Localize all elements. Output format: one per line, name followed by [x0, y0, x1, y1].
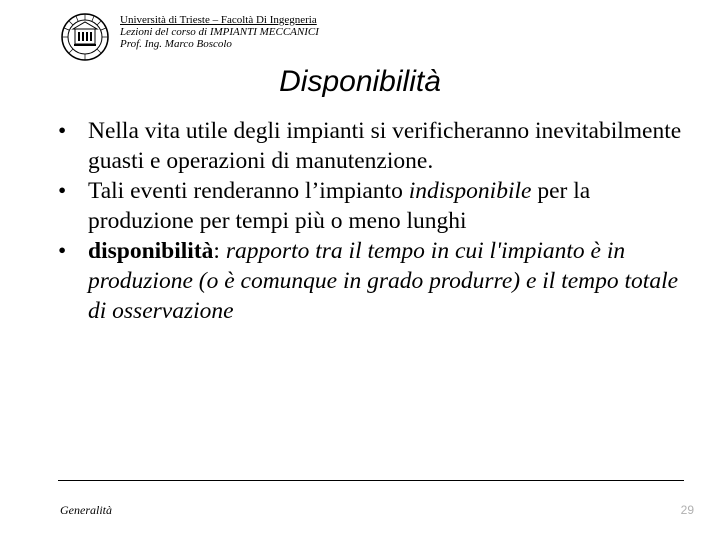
- university-name: Università di Trieste – Facoltà Di Ingegneria: [120, 14, 317, 26]
- university-seal-icon: [60, 12, 110, 62]
- bullet-text: Tali eventi renderanno l’impianto: [88, 178, 409, 204]
- bullet-marker: •: [58, 238, 67, 264]
- course-name: Lezioni del corso di IMPIANTI MECCANICI: [120, 26, 319, 38]
- footer-divider: [58, 480, 684, 481]
- bullet-emphasis: indisponibile: [408, 178, 532, 204]
- slide-title: Disponibilità: [279, 65, 441, 98]
- bullet-list: [58, 116, 698, 326]
- bullet-item: [58, 176, 698, 236]
- bullet-text: Nella vita utile degli impianti si verificheranno inevitabilmente guasti e operazioni di manutenzione.: [88, 118, 682, 174]
- slide-header: [120, 14, 319, 50]
- bullet-text: per la produzione per tempi più o meno lunghi: [88, 178, 591, 234]
- definition-term: disponibilità: [88, 238, 214, 264]
- professor-name: Prof. Ing. Marco Boscolo: [120, 38, 232, 50]
- definition-text: rapporto tra il tempo in cui l'impianto è in produzione (o è comunque in grado produrre) e il tempo totale di osservazione: [88, 238, 679, 324]
- bullet-marker: •: [58, 178, 67, 204]
- bullet-item: [58, 236, 698, 326]
- bullet-item: [58, 116, 698, 176]
- definition-separator: :: [213, 238, 220, 264]
- footer-section: Generalità: [60, 503, 112, 517]
- page-number: 29: [680, 503, 694, 517]
- bullet-marker: •: [58, 118, 67, 144]
